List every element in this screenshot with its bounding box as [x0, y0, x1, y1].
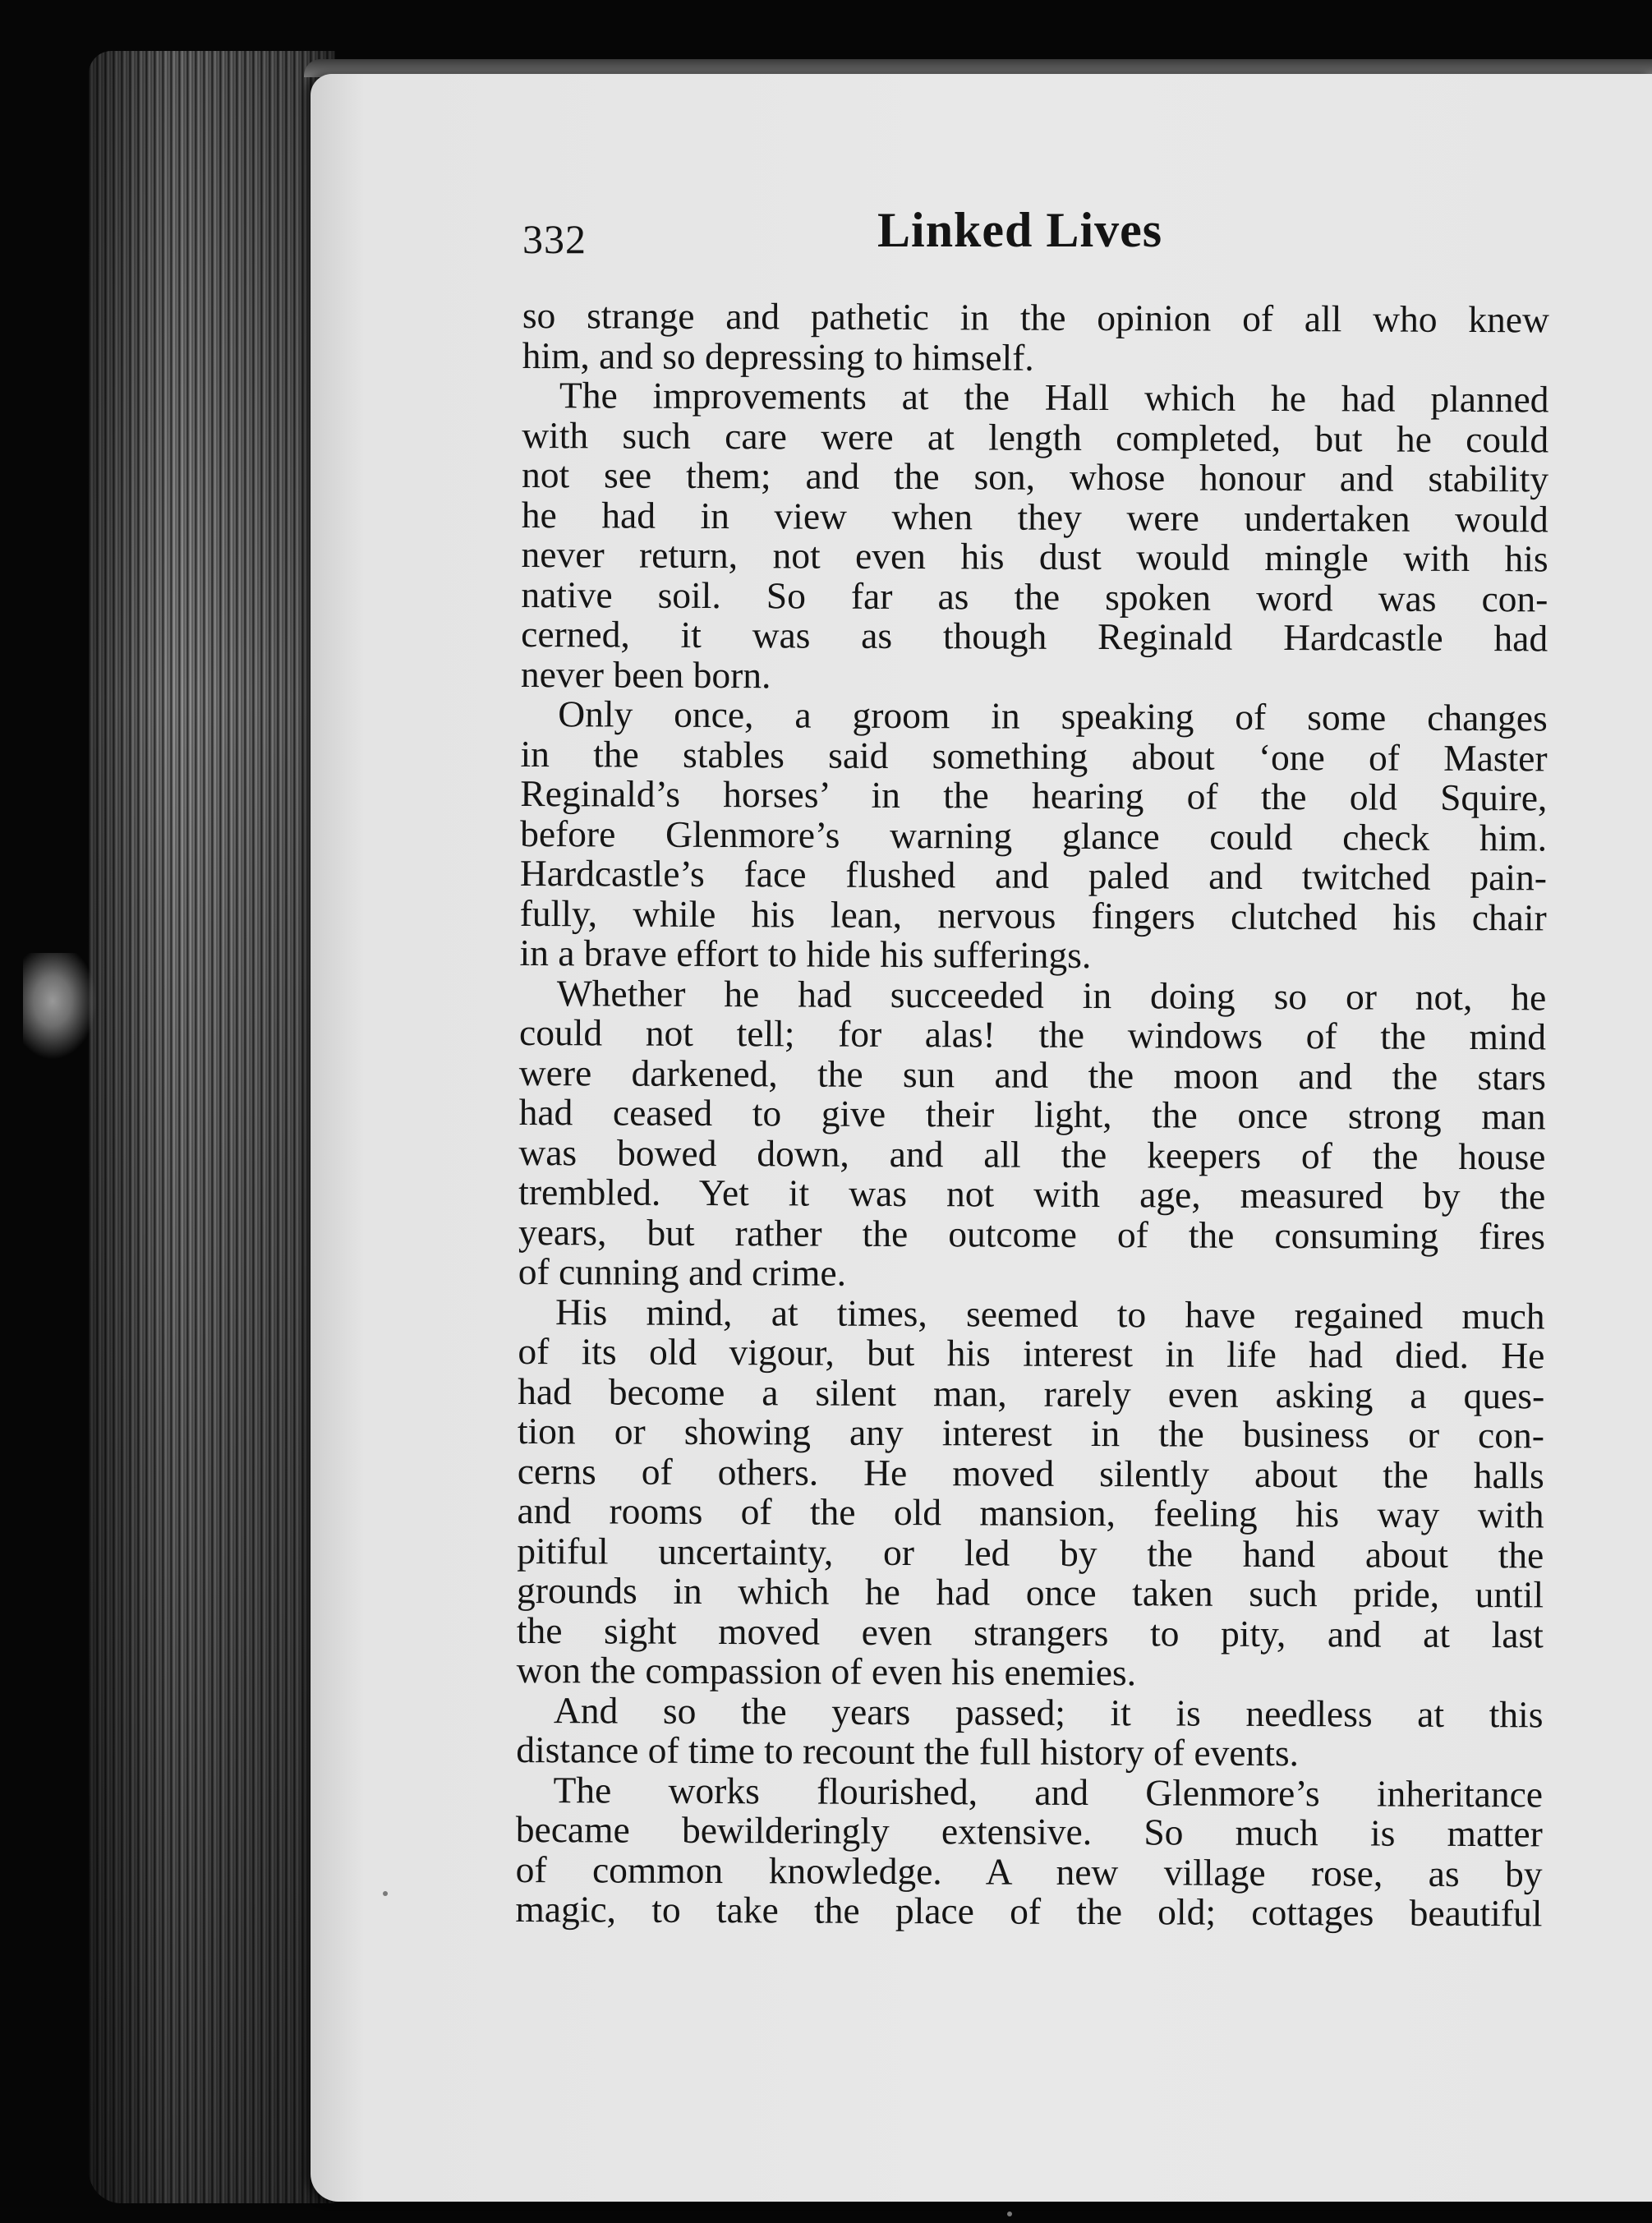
text-line: The improvements at the Hall which he had planned	[522, 373, 1549, 421]
text-line: of its old vigour, but his interest in life had died. He	[518, 1329, 1545, 1377]
text-line: became bewilderingly extensive. So much is matter	[515, 1807, 1543, 1855]
page-edges-shadow	[89, 51, 335, 2203]
text-line: never been born.	[520, 652, 771, 696]
running-title: Linked Lives	[877, 203, 1163, 257]
text-line: tion or showing any interest in the business or con-	[517, 1409, 1545, 1457]
text-line: he had in view when they were undertaken would	[521, 493, 1548, 540]
text-line: distance of time to recount the full history of events.	[516, 1728, 1300, 1774]
text-line: grounds in which he had once taken such pride, until	[517, 1568, 1544, 1616]
text-line: Only once, a groom in speaking of some changes	[520, 692, 1548, 739]
text-line: cerned, it was as though Reginald Hardcastle had	[521, 612, 1548, 660]
text-line: of common knowledge. A new village rose, as by	[515, 1848, 1543, 1894]
text-line: cerns of others. He moved silently about the halls	[517, 1449, 1544, 1496]
margin-speck	[23, 953, 97, 1060]
text-line: Reginald’s horses’ in the hearing of the old Squire,	[520, 771, 1548, 819]
text-line: were darkened, the sun and the moon and the stars	[518, 1051, 1546, 1098]
text-line: had become a silent man, rarely even asking a ques-	[518, 1369, 1545, 1416]
text-line: of cunning and crime.	[518, 1250, 847, 1294]
text-line: in the stables said something about ‘one of Master	[520, 732, 1548, 779]
paper-speck	[1007, 2211, 1012, 2216]
text-line: the sight moved even strangers to pity, and at last	[516, 1609, 1544, 1655]
text-line: not see them; and the son, whose honour and stability	[521, 453, 1549, 500]
text-line: never return, not even his dust would mingle with his	[521, 532, 1548, 580]
text-line: so strange and pathetic in the opinion of all who knew	[522, 294, 1549, 341]
text-line: before Glenmore’s warning glance could check him.	[520, 812, 1548, 858]
text-line: in a brave effort to hide his sufferings.	[519, 931, 1092, 977]
text-line: won the compassion of even his enemies.	[516, 1648, 1137, 1694]
text-line: Whether he had succeeded in doing so or not, he	[519, 971, 1547, 1018]
text-line: with such care were at length completed, but he could	[522, 413, 1549, 460]
running-head	[522, 202, 1541, 276]
text-line: years, but rather the outcome of the consuming fires	[518, 1210, 1546, 1257]
body-text	[515, 296, 1549, 1934]
text-line: And so the years passed; it is needless at this	[516, 1688, 1544, 1735]
text-line: was bowed down, and all the keepers of the house	[518, 1130, 1546, 1177]
text-line: fully, while his lean, nervous fingers clutched his chair	[519, 891, 1547, 938]
text-line: His mind, at times, seemed to have regained much	[518, 1290, 1545, 1337]
text-line: could not tell; for alas! the windows of the mind	[518, 1010, 1547, 1058]
text-line: magic, to take the place of the old; cottages beautiful	[515, 1887, 1543, 1935]
text-line: The works flourished, and Glenmore’s inheritance	[515, 1768, 1544, 1815]
paper-speck	[383, 1891, 388, 1896]
text-line: him, and so depressing to himself.	[522, 334, 1034, 379]
text-line: had ceased to give their light, the once strong man	[518, 1090, 1546, 1138]
text-line: native soil. So far as the spoken word was con-	[521, 573, 1548, 619]
text-line: trembled. Yet it was not with age, measured by the	[518, 1170, 1546, 1217]
text-line: and rooms of the old mansion, feeling his way with	[517, 1489, 1544, 1536]
text-line: pitiful uncertainty, or led by the hand about the	[517, 1529, 1544, 1576]
page-number: 332	[522, 216, 587, 262]
text-line: Hardcastle’s face flushed and paled and twitched pain-	[519, 851, 1548, 899]
